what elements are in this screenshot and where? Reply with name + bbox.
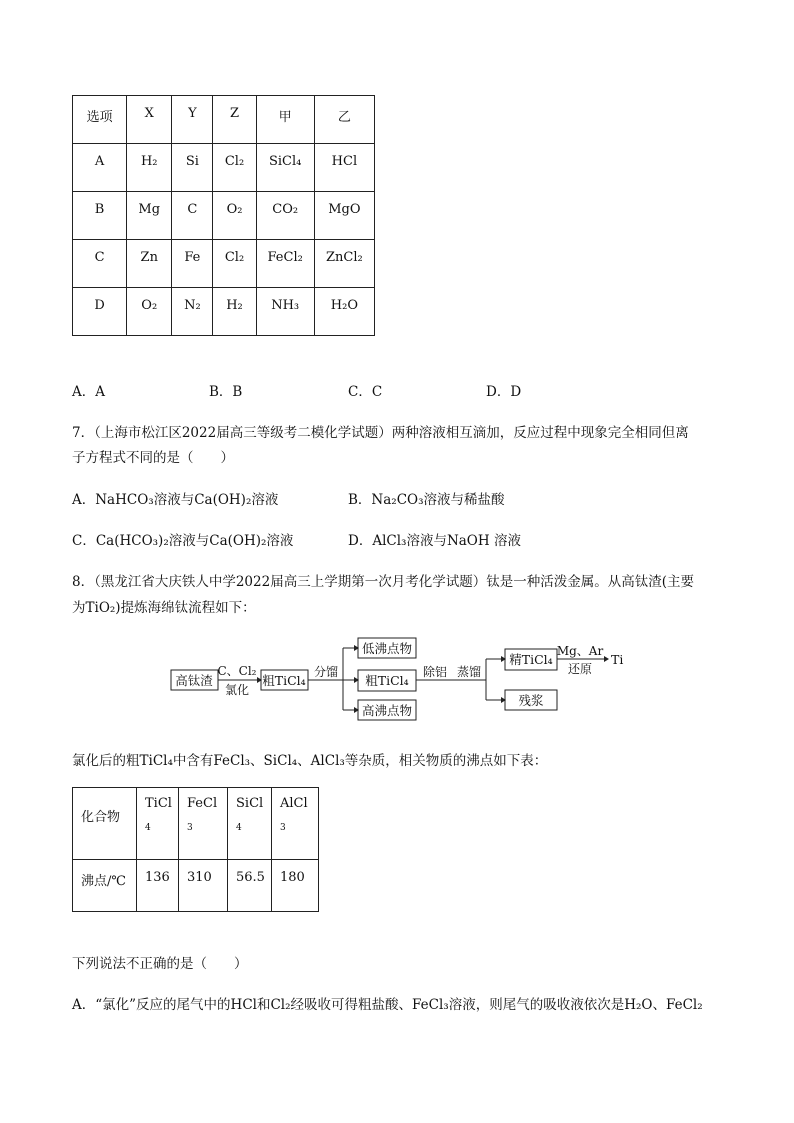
table-cell: [179, 788, 228, 860]
compound-sub: 3: [187, 823, 193, 833]
q7-option-a: A．NaHCO₃溶液与Ca(OH)₂溶液: [72, 492, 279, 508]
table-cell: SiCl₄: [256, 144, 314, 192]
table-cell: [137, 788, 179, 860]
table-cell: Fe: [172, 240, 213, 288]
table-cell: C: [172, 192, 213, 240]
q8-question: 下列说法不正确的是（ ）: [72, 956, 248, 972]
flow-product-label: Ti: [611, 652, 624, 667]
table-cell: 310: [179, 860, 228, 912]
table-cell: Zn: [127, 240, 172, 288]
table-header-cell: 选项: [73, 96, 127, 144]
q7-option-c: C．Ca(HCO₃)₂溶液与Ca(OH)₂溶液: [72, 533, 294, 549]
q6-option-b: B．B: [209, 384, 243, 400]
flow-residue-label: 残浆: [518, 693, 544, 708]
compound-top: FeCl: [187, 796, 218, 811]
table-cell: A: [73, 144, 127, 192]
table-header-cell: 沸点/℃: [73, 860, 137, 912]
table-header-cell: 化合物: [73, 788, 137, 860]
flow-arrow1-bottom: 氯化: [224, 683, 250, 697]
table-cell: Si: [172, 144, 213, 192]
table-cell: [228, 788, 272, 860]
q7-option-d: D．AlCl₃溶液与NaOH 溶液: [348, 533, 521, 549]
flow-fractionate-label: 分馏: [313, 665, 339, 679]
table-cell: MgO: [314, 192, 374, 240]
table-cell: Cl₂: [213, 240, 256, 288]
table-header-cell: Y: [172, 96, 213, 144]
flow-high-bp-label: 高沸点物: [361, 703, 413, 718]
compound-top: SiCl: [236, 796, 264, 811]
boiling-point-table: [72, 787, 319, 912]
q6-option-d: D．D: [486, 384, 522, 400]
flow-start-label: 高钛渣: [175, 673, 213, 688]
table-cell: NH₃: [256, 288, 314, 336]
table-cell: H₂: [127, 144, 172, 192]
table-cell: C: [73, 240, 127, 288]
table-cell: N₂: [172, 288, 213, 336]
flow-distill-label: 蒸馏: [456, 665, 482, 679]
table-cell: Cl₂: [213, 144, 256, 192]
table-cell: 136: [137, 860, 179, 912]
q6-option-a: A．A: [72, 384, 105, 400]
table-cell: H₂: [213, 288, 256, 336]
table-cell: B: [73, 192, 127, 240]
flow-crude-label: 粗TiCl₄: [262, 673, 306, 688]
q8-stem-line2: 为TiO₂)提炼海绵钛流程如下：: [72, 600, 256, 616]
flow-crude2-label: 粗TiCl₄: [365, 673, 409, 688]
flow-arrow1-top: C、Cl₂: [217, 664, 257, 678]
flow-reduce-top: Mg、Ar: [556, 644, 604, 658]
q6-option-c: C．C: [348, 384, 383, 400]
table-cell: H₂O: [314, 288, 374, 336]
table-cell: 180: [272, 860, 319, 912]
table-cell: D: [73, 288, 127, 336]
compound-sub: 4: [145, 823, 151, 833]
q7-stem-line2: 子方程式不同的是（ ）: [72, 450, 234, 466]
table-cell: Mg: [127, 192, 172, 240]
q7-stem-line1: 7．（上海市松江区2022届高三等级考二模化学试题）两种溶液相互滴加，反应过程中现象完全相同但离: [72, 425, 689, 441]
q8-option-a: A．“氯化”反应的尾气中的HCl和Cl₂经吸收可得粗盐酸、FeCl₃溶液，则尾气的吸收液依次是H₂O、FeCl₂: [72, 997, 703, 1013]
table-cell: [272, 788, 319, 860]
q8-stem-line1: 8．（黑龙江省大庆铁人中学2022届高三上学期第一次月考化学试题）钛是一种活泼金属。从高钛渣(主要: [72, 574, 694, 590]
table-cell: ZnCl₂: [314, 240, 374, 288]
table-cell: FeCl₂: [256, 240, 314, 288]
table-cell: O₂: [127, 288, 172, 336]
flow-low-bp-label: 低沸点物: [361, 641, 413, 656]
table-cell: HCl: [314, 144, 374, 192]
impurity-text: 氯化后的粗TiCl₄中含有FeCl₃、SiCl₄、AlCl₃等杂质，相关物质的沸点如下表：: [72, 753, 548, 769]
table-cell: 56.5: [228, 860, 272, 912]
flow-reduce-bottom: 还原: [567, 662, 593, 676]
q7-option-b: B．Na₂CO₃溶液与稀盐酸: [348, 492, 505, 508]
table-cell: O₂: [213, 192, 256, 240]
table-header-cell: 甲: [256, 96, 314, 144]
flow-refined-label: 精TiCl₄: [509, 652, 553, 667]
compound-top: TiCl: [145, 796, 172, 811]
compound-sub: 3: [280, 823, 286, 833]
table-header-cell: X: [127, 96, 172, 144]
compound-sub: 4: [236, 823, 242, 833]
table-header-cell: 乙: [314, 96, 374, 144]
table-row: [73, 860, 319, 912]
compound-top: AlCl: [280, 796, 308, 811]
table-row: [73, 788, 319, 860]
table-header-cell: Z: [213, 96, 256, 144]
flow-remove-al-label: 除铝: [422, 665, 448, 679]
table-cell: CO₂: [256, 192, 314, 240]
